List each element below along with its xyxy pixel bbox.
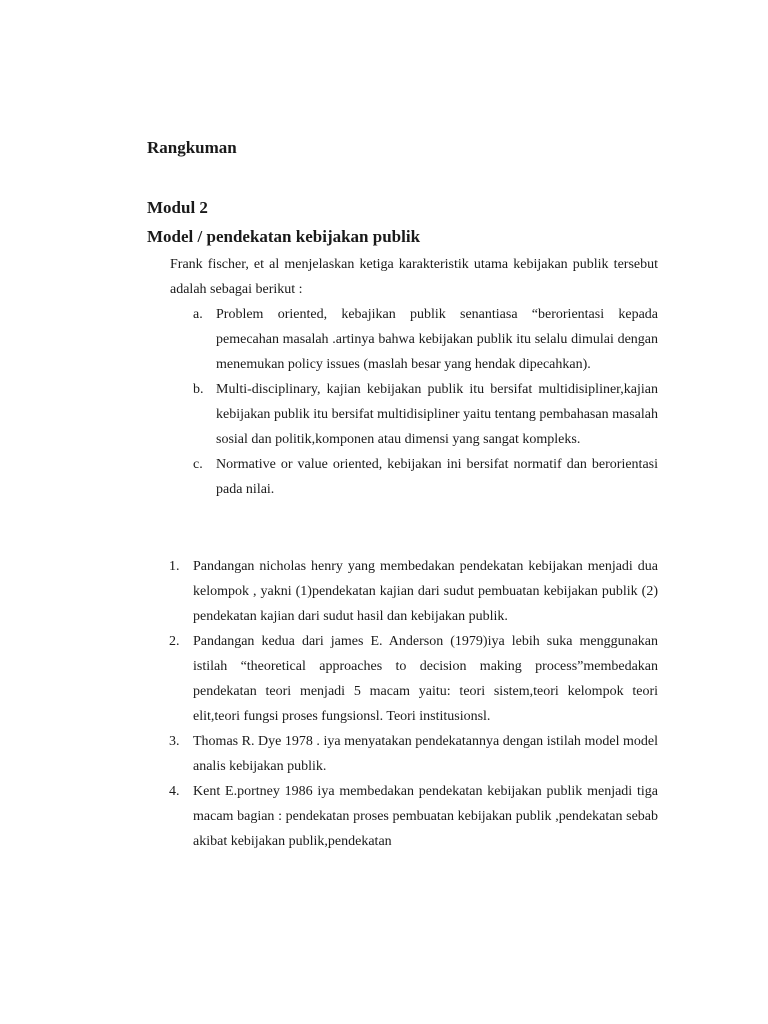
list-item bbox=[169, 629, 658, 729]
list-item bbox=[169, 554, 658, 629]
list-marker: 2. bbox=[169, 634, 180, 649]
list-item-text: Kent E.portney 1986 iya membedakan pendekatan kebijakan publik menjadi tiga macam bagian : pendekatan proses pembuatan kebijakan publik ,pendekatan sebab akibat kebijakan publik,pendekatan bbox=[193, 784, 658, 849]
list-marker: b. bbox=[193, 382, 204, 397]
list-marker: 1. bbox=[169, 559, 180, 574]
document-title: Rangkuman bbox=[147, 138, 237, 157]
list-item-text: Thomas R. Dye 1978 . iya menyatakan pendekatannya dengan istilah model model analis kebijakan publik. bbox=[193, 734, 658, 774]
list-marker: 4. bbox=[169, 784, 180, 799]
list-item-text: Problem oriented, kebajikan publik senantiasa “berorientasi kepada pemecahan masalah .artinya bahwa kebijakan publik itu selalu dimulai dengan menemukan policy issues (maslah besar yang hendak dipecahkan). bbox=[216, 307, 658, 372]
list-item bbox=[193, 452, 658, 502]
list-item bbox=[193, 302, 658, 377]
list-item-text: Normative or value oriented, kebijakan ini bersifat normatif dan berorientasi pada nilai. bbox=[216, 457, 658, 497]
section-heading: Model / pendekatan kebijakan publik bbox=[147, 227, 421, 246]
module-heading: Modul 2 bbox=[147, 198, 208, 217]
intro-paragraph: Frank fischer, et al menjelaskan ketiga karakteristik utama kebijakan publik tersebut adalah sebagai berikut : bbox=[170, 257, 658, 297]
list-item-text: Pandangan kedua dari james E. Anderson (1979)iya lebih suka menggunakan istilah “theoretical approaches to decision making process”membedakan pendekatan teori menjadi 5 macam yaitu: teori sistem,teori kelompok teori elit,teori fungsi proses fungsionsl. Teori institusionsl. bbox=[193, 634, 658, 724]
list-marker: a. bbox=[193, 307, 203, 322]
list-item bbox=[169, 779, 658, 854]
list-item bbox=[169, 729, 658, 779]
list-item-text: Multi-disciplinary, kajian kebijakan publik itu bersifat multidisipliner,kajian kebijakan publik itu bersifat multidisipliner yaitu tentang pembahasan masalah sosial dan politik,komponen atau dimensi yang sangat kompleks. bbox=[216, 382, 658, 447]
characteristics-list bbox=[193, 302, 658, 502]
views-list bbox=[169, 554, 658, 854]
list-item bbox=[193, 377, 658, 452]
list-marker: 3. bbox=[169, 734, 180, 749]
list-marker: c. bbox=[193, 457, 203, 472]
list-item-text: Pandangan nicholas henry yang membedakan pendekatan kebijakan menjadi dua kelompok , yakni (1)pendekatan kajian dari sudut pembuatan kebijakan publik (2) pendekatan kajian dari sudut hasil dan kebijakan publik. bbox=[193, 559, 658, 624]
